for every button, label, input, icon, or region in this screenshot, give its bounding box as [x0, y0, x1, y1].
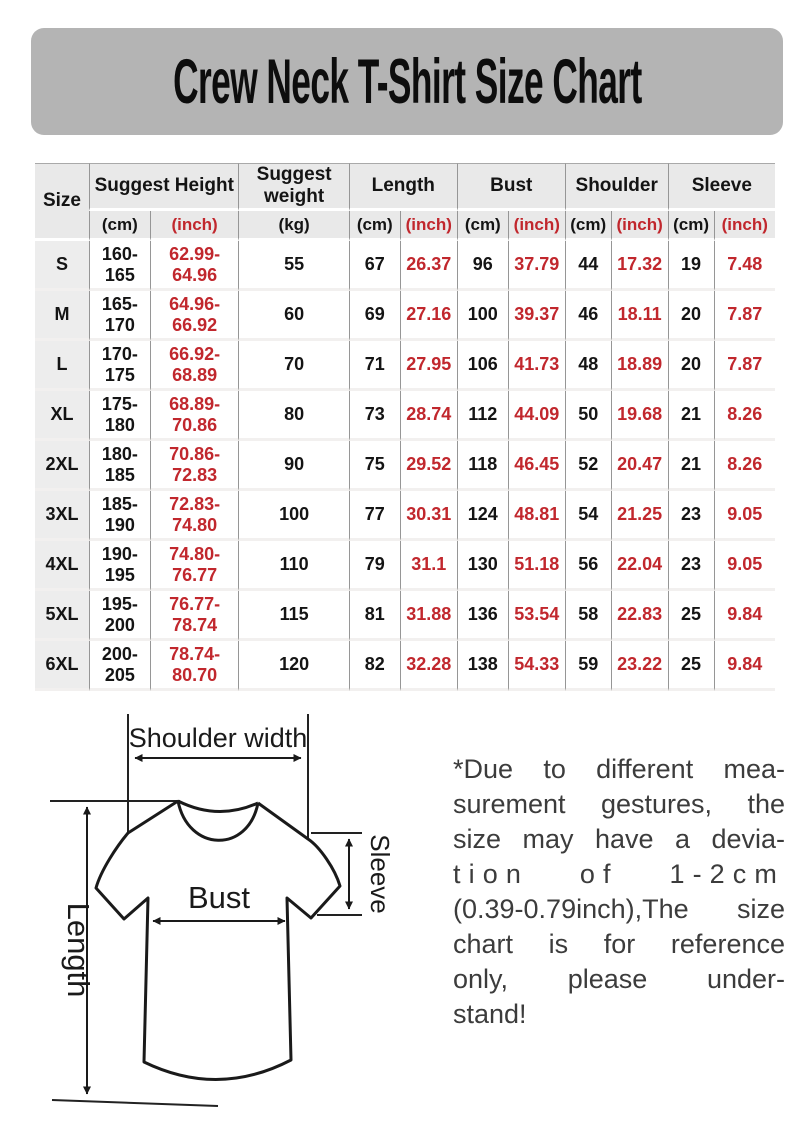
- cell-shoulder-cm: 59: [565, 641, 611, 691]
- col-header-bust: Bust: [457, 163, 565, 211]
- cell-sleeve-cm: 21: [668, 391, 714, 441]
- cell-height-inch: 78.74-80.70: [150, 641, 239, 691]
- size-label: XL: [35, 391, 89, 441]
- cell-shoulder-cm: 50: [565, 391, 611, 441]
- cell-shoulder-cm: 58: [565, 591, 611, 641]
- unit-shoulder-cm: (cm): [565, 211, 611, 241]
- cell-height-cm: 190-195: [89, 541, 150, 591]
- note-line: size may have a devia-: [453, 824, 785, 854]
- size-label: L: [35, 341, 89, 391]
- cell-height-inch: 64.96-66.92: [150, 291, 239, 341]
- table-header-unit-row: [35, 211, 775, 241]
- cell-length-cm: 79: [349, 541, 400, 591]
- cell-weight-kg: 115: [238, 591, 348, 641]
- cell-bust-inch: 54.33: [508, 641, 565, 691]
- bust-label: Bust: [187, 880, 251, 915]
- cell-sleeve-inch: 8.26: [714, 441, 776, 491]
- cell-height-cm: 160-165: [89, 241, 150, 291]
- cell-shoulder-inch: 19.68: [611, 391, 668, 441]
- cell-sleeve-cm: 19: [668, 241, 714, 291]
- cell-shoulder-cm: 48: [565, 341, 611, 391]
- cell-length-inch: 26.37: [400, 241, 457, 291]
- cell-bust-cm: 130: [457, 541, 508, 591]
- cell-weight-kg: 70: [238, 341, 348, 391]
- length-cap-bottom: [52, 1100, 218, 1106]
- note-line: only, please under-: [453, 964, 785, 994]
- cell-bust-cm: 124: [457, 491, 508, 541]
- unit-height-cm: (cm): [89, 211, 150, 241]
- cell-sleeve-cm: 25: [668, 591, 714, 641]
- page-title: Crew Neck T-Shirt Size Chart: [172, 46, 642, 117]
- cell-sleeve-inch: 9.84: [714, 591, 776, 641]
- cell-shoulder-cm: 54: [565, 491, 611, 541]
- cell-weight-kg: 80: [238, 391, 348, 441]
- cell-shoulder-cm: 44: [565, 241, 611, 291]
- size-label: M: [35, 291, 89, 341]
- cell-height-inch: 76.77-78.74: [150, 591, 239, 641]
- cell-length-inch: 32.28: [400, 641, 457, 691]
- unit-sleeve-inch: (inch): [714, 211, 776, 241]
- cell-bust-inch: 48.81: [508, 491, 565, 541]
- unit-length-inch: (inch): [400, 211, 457, 241]
- cell-weight-kg: 55: [238, 241, 348, 291]
- cell-shoulder-cm: 56: [565, 541, 611, 591]
- cell-length-inch: 29.52: [400, 441, 457, 491]
- note-line: tion of 1-2cm: [453, 859, 785, 889]
- note-line: (0.39-0.79inch),The size: [453, 894, 785, 924]
- cell-length-inch: 28.74: [400, 391, 457, 441]
- cell-shoulder-inch: 22.04: [611, 541, 668, 591]
- cell-bust-inch: 53.54: [508, 591, 565, 641]
- col-header-length: Length: [349, 163, 457, 211]
- cell-bust-inch: 44.09: [508, 391, 565, 441]
- col-header-sleeve: Sleeve: [668, 163, 775, 211]
- note-line: chart is for reference: [453, 929, 785, 959]
- cell-sleeve-inch: 8.26: [714, 391, 776, 441]
- cell-height-cm: 195-200: [89, 591, 150, 641]
- table-row-m: [35, 291, 775, 341]
- cell-length-cm: 75: [349, 441, 400, 491]
- cell-length-inch: 27.16: [400, 291, 457, 341]
- cell-sleeve-cm: 23: [668, 541, 714, 591]
- cell-length-inch: 31.88: [400, 591, 457, 641]
- cell-sleeve-inch: 9.84: [714, 641, 776, 691]
- cell-weight-kg: 110: [238, 541, 348, 591]
- cell-length-cm: 82: [349, 641, 400, 691]
- table-row-5xl: [35, 591, 775, 641]
- cell-bust-inch: 37.79: [508, 241, 565, 291]
- cell-bust-cm: 118: [457, 441, 508, 491]
- shoulder-width-label: Shoulder width: [128, 723, 308, 753]
- cell-length-cm: 81: [349, 591, 400, 641]
- size-label: S: [35, 241, 89, 291]
- tshirt-diagram-svg: [30, 700, 430, 1122]
- cell-sleeve-cm: 25: [668, 641, 714, 691]
- table-row-2xl: [35, 441, 775, 491]
- cell-sleeve-cm: 20: [668, 291, 714, 341]
- table-row-4xl: [35, 541, 775, 591]
- cell-shoulder-inch: 20.47: [611, 441, 668, 491]
- cell-shoulder-inch: 18.89: [611, 341, 668, 391]
- unit-bust-inch: (inch): [508, 211, 565, 241]
- cell-shoulder-inch: 18.11: [611, 291, 668, 341]
- note-line: *Due to different mea-: [453, 754, 785, 784]
- table-header-group-row: [35, 163, 775, 211]
- col-header-suggest-height: Suggest Height: [89, 163, 238, 211]
- cell-height-inch: 74.80-76.77: [150, 541, 239, 591]
- cell-length-cm: 69: [349, 291, 400, 341]
- cell-sleeve-inch: 7.48: [714, 241, 776, 291]
- cell-length-cm: 71: [349, 341, 400, 391]
- unit-bust-cm: (cm): [457, 211, 508, 241]
- cell-bust-cm: 136: [457, 591, 508, 641]
- disclaimer-note: [453, 752, 785, 1032]
- unit-length-cm: (cm): [349, 211, 400, 241]
- cell-bust-cm: 138: [457, 641, 508, 691]
- cell-shoulder-inch: 23.22: [611, 641, 668, 691]
- cell-bust-cm: 106: [457, 341, 508, 391]
- size-label: 4XL: [35, 541, 89, 591]
- cell-height-cm: 165-170: [89, 291, 150, 341]
- cell-sleeve-inch: 9.05: [714, 491, 776, 541]
- length-label: Length: [61, 902, 96, 998]
- unit-sleeve-cm: (cm): [668, 211, 714, 241]
- size-label: 3XL: [35, 491, 89, 541]
- cell-length-cm: 73: [349, 391, 400, 441]
- cell-shoulder-cm: 46: [565, 291, 611, 341]
- table-row-s: [35, 241, 775, 291]
- cell-height-cm: 185-190: [89, 491, 150, 541]
- table-row-xl: [35, 391, 775, 441]
- cell-length-cm: 67: [349, 241, 400, 291]
- size-chart-table: [35, 163, 775, 691]
- cell-weight-kg: 60: [238, 291, 348, 341]
- cell-sleeve-inch: 7.87: [714, 291, 776, 341]
- cell-bust-cm: 100: [457, 291, 508, 341]
- cell-weight-kg: 100: [238, 491, 348, 541]
- cell-weight-kg: 90: [238, 441, 348, 491]
- cell-length-inch: 27.95: [400, 341, 457, 391]
- cell-sleeve-inch: 9.05: [714, 541, 776, 591]
- size-label: 5XL: [35, 591, 89, 641]
- cell-bust-inch: 39.37: [508, 291, 565, 341]
- cell-length-inch: 31.1: [400, 541, 457, 591]
- cell-sleeve-cm: 20: [668, 341, 714, 391]
- unit-weight-kg: (kg): [238, 211, 348, 241]
- cell-bust-cm: 112: [457, 391, 508, 441]
- table-row-3xl: [35, 491, 775, 541]
- unit-shoulder-inch: (inch): [611, 211, 668, 241]
- cell-length-inch: 30.31: [400, 491, 457, 541]
- cell-bust-inch: 51.18: [508, 541, 565, 591]
- cell-height-inch: 70.86-72.83: [150, 441, 239, 491]
- cell-weight-kg: 120: [238, 641, 348, 691]
- cell-height-inch: 72.83-74.80: [150, 491, 239, 541]
- cell-height-cm: 200-205: [89, 641, 150, 691]
- cell-height-cm: 170-175: [89, 341, 150, 391]
- cell-height-inch: 62.99-64.96: [150, 241, 239, 291]
- cell-shoulder-inch: 22.83: [611, 591, 668, 641]
- tshirt-outline: [96, 801, 340, 1080]
- note-line: surement gestures, the: [453, 789, 785, 819]
- cell-height-cm: 180-185: [89, 441, 150, 491]
- table-row-6xl: [35, 641, 775, 691]
- size-label: 2XL: [35, 441, 89, 491]
- size-label: 6XL: [35, 641, 89, 691]
- col-header-shoulder: Shoulder: [565, 163, 668, 211]
- cell-shoulder-cm: 52: [565, 441, 611, 491]
- cell-bust-inch: 41.73: [508, 341, 565, 391]
- cell-length-cm: 77: [349, 491, 400, 541]
- cell-height-inch: 68.89-70.86: [150, 391, 239, 441]
- cell-sleeve-cm: 23: [668, 491, 714, 541]
- cell-bust-inch: 46.45: [508, 441, 565, 491]
- unit-height-inch: (inch): [150, 211, 239, 241]
- cell-sleeve-inch: 7.87: [714, 341, 776, 391]
- tshirt-measurement-diagram: [30, 700, 430, 1122]
- col-header-suggest-weight: Suggest weight: [238, 163, 348, 211]
- cell-sleeve-cm: 21: [668, 441, 714, 491]
- col-header-size: Size: [35, 163, 89, 241]
- cell-shoulder-inch: 21.25: [611, 491, 668, 541]
- note-line: stand!: [453, 999, 527, 1029]
- cell-bust-cm: 96: [457, 241, 508, 291]
- cell-shoulder-inch: 17.32: [611, 241, 668, 291]
- sleeve-label: Sleeve: [365, 834, 395, 914]
- cell-height-inch: 66.92-68.89: [150, 341, 239, 391]
- table-row-l: [35, 341, 775, 391]
- title-banner: [31, 28, 783, 135]
- cell-height-cm: 175-180: [89, 391, 150, 441]
